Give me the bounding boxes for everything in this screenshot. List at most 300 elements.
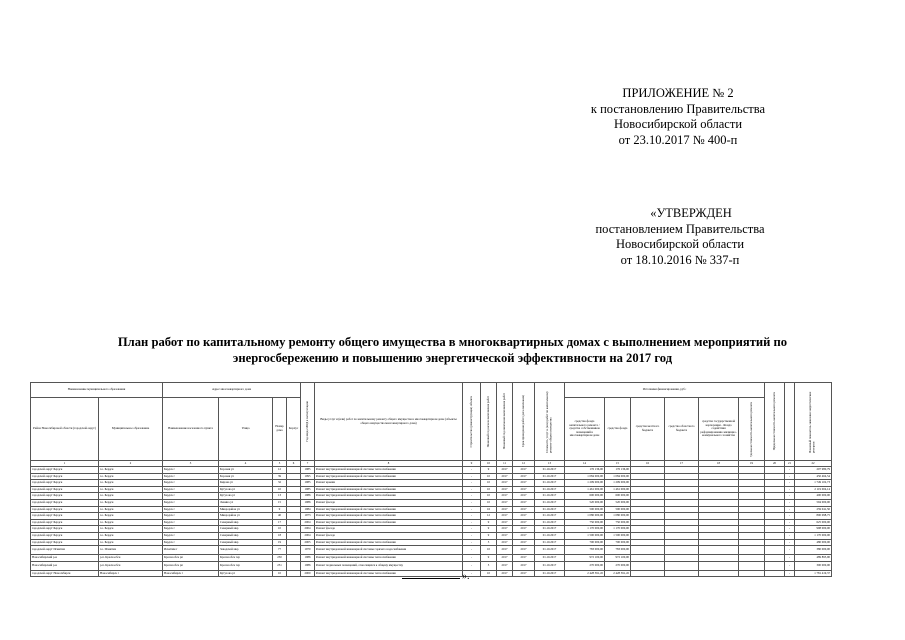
approved-block [585, 206, 775, 268]
table-cell: городской округ Бердск [31, 526, 99, 533]
table-cell: городской округ Искитим [31, 546, 99, 555]
column-number: 4 [219, 461, 273, 467]
column-number: 17 [665, 461, 699, 467]
column-number: 3 [163, 461, 219, 467]
approved-title: «УТВЕРЖДЕН [650, 206, 732, 220]
table-cell: городской округ Бердск [31, 473, 99, 480]
table-cell: Краснообск рп [163, 561, 219, 570]
table-cell: 01.10.2017 [535, 467, 565, 474]
column-number: 7 [301, 461, 315, 467]
table-cell: 259 041,50 [795, 506, 832, 513]
table-cell: Бердск г [163, 499, 219, 506]
header-col9: Строительство (реконструкция) объекта [463, 383, 481, 461]
table-row [31, 546, 832, 555]
table-cell [765, 506, 785, 513]
table-cell: 10 [481, 473, 497, 480]
approved-line-3: Новосибирской области [615, 237, 745, 251]
table-cell: - [785, 570, 795, 577]
appendix-line-4: от 23.10.2017 № 400-п [618, 132, 738, 147]
header-year: Год ввода МКД в эксплуатацию [301, 383, 315, 461]
table-cell: 600 000,00 [565, 493, 605, 500]
table-cell [665, 526, 699, 533]
table-row [31, 473, 832, 480]
table-cell: г.о. Бердск [99, 519, 163, 526]
table-cell: - [785, 499, 795, 506]
table-cell: 13 [273, 493, 287, 500]
table-cell: г.о. Бердск [99, 467, 163, 474]
table-cell: Бердск г [163, 473, 219, 480]
table-cell [287, 561, 301, 570]
plan-table-container [30, 382, 831, 577]
table-cell: Ремонт внутридомовой инженерной системы теплоснабжения [315, 467, 463, 474]
table-cell: 1 170 000,00 [795, 532, 832, 539]
table-cell [631, 526, 665, 533]
table-cell: 176 136,00 [605, 467, 631, 474]
table-cell: 270 000,00 [605, 561, 631, 570]
table-cell: 2004 [301, 526, 315, 533]
table-cell: Ремонт внутридомовой инженерной системы теплоснабжения [315, 555, 463, 562]
table-cell: 300 000,00 [795, 561, 832, 570]
table-cell: 750 000,00 [565, 519, 605, 526]
table-cell: Ленина ул [219, 499, 273, 506]
table-row [31, 506, 832, 513]
table-cell: 01.10.2017 [535, 486, 565, 493]
table-cell [287, 539, 301, 546]
table-cell [699, 546, 739, 555]
table-cell: - [785, 467, 795, 474]
table-cell: 489 895,90 [795, 555, 832, 562]
table-cell [287, 480, 301, 487]
column-number: 14 [565, 461, 605, 467]
table-cell [739, 506, 765, 513]
table-cell [739, 493, 765, 500]
table-cell [631, 486, 665, 493]
table-cell [739, 480, 765, 487]
table-cell [287, 532, 301, 539]
table-cell: 1973 [301, 513, 315, 520]
table-cell [631, 513, 665, 520]
table-cell: Северный мкр [219, 539, 273, 546]
table-cell: Новосибирский р-н [31, 561, 99, 570]
header-col19: Удельная стоимость капитального ремонта [739, 398, 765, 461]
table-cell: 972 100,00 [565, 555, 605, 562]
table-cell: 2000 [301, 570, 315, 577]
table-cell: 1 500 000,00 [605, 532, 631, 539]
table-cell: 2017 [513, 532, 535, 539]
table-cell: - [463, 519, 481, 526]
header-col17: средства областного бюджета [665, 398, 699, 461]
table-cell [739, 570, 765, 577]
table-cell: 783 000,00 [565, 546, 605, 555]
table-cell: 2017 [497, 546, 513, 555]
table-cell [287, 513, 301, 520]
table-cell: городской округ Бердск [31, 519, 99, 526]
table-cell: Бердск г [163, 519, 219, 526]
table-cell [765, 467, 785, 474]
table-cell [631, 546, 665, 555]
header-col11: Плановый год окончания выполнения работ [497, 383, 513, 461]
table-cell: Ремонт подвальных помещений, относящихся к общему имуществу [315, 561, 463, 570]
table-cell: г.о. Бердск [99, 513, 163, 520]
table-cell: 1 084 000,00 [605, 473, 631, 480]
table-cell [631, 539, 665, 546]
table-cell: 40 [273, 513, 287, 520]
table-cell: Северный мкр [219, 526, 273, 533]
table-cell: 2017 [513, 467, 535, 474]
table-cell [631, 499, 665, 506]
table-cell: р.п. Краснообск [99, 561, 163, 570]
table-cell [287, 519, 301, 526]
plan-table [30, 382, 832, 577]
table-cell [665, 539, 699, 546]
table-cell: 10 [273, 526, 287, 533]
table-cell: 2017 [513, 526, 535, 533]
header-col14: средства фонда капитального ремонта / средства собственников помещений в многоквартирном доме [565, 398, 605, 461]
table-cell [665, 519, 699, 526]
table-cell: 2017 [513, 561, 535, 570]
table-cell: - [785, 506, 795, 513]
header-col22: Плановый показатель экономии энергетических ресурсов [795, 383, 832, 461]
column-number: 15 [605, 461, 631, 467]
table-cell: 12 [273, 467, 287, 474]
table-cell: г.о. Бердск [99, 539, 163, 546]
table-cell: 9 [481, 555, 497, 562]
table-cell: Краснообск тер [219, 555, 273, 562]
table-cell: Ремонт внутридомовой инженерной системы теплоснабжения [315, 506, 463, 513]
table-cell: 2004 [301, 519, 315, 526]
table-cell [699, 467, 739, 474]
table-cell [765, 532, 785, 539]
table-cell [739, 555, 765, 562]
table-cell: 1 500 000,00 [565, 532, 605, 539]
table-cell: городской округ Бердск [31, 506, 99, 513]
header-col12: Срок проведения работ (дата окончания) [513, 383, 535, 461]
table-cell: 520 000,00 [565, 499, 605, 506]
table-cell: - [463, 546, 481, 555]
table-cell: - [463, 480, 481, 487]
header-address: Адрес многоквартирного дома [163, 383, 301, 398]
table-cell [739, 467, 765, 474]
table-cell: 17 [273, 519, 287, 526]
column-number: 20 [765, 461, 785, 467]
table-cell: Краснообск тер [219, 561, 273, 570]
table-cell: 01.10.2017 [535, 499, 565, 506]
table-cell [631, 532, 665, 539]
footer-closing-mark: ». [462, 571, 470, 582]
table-cell [765, 519, 785, 526]
table-cell: городской округ Бердск [31, 513, 99, 520]
table-cell [699, 555, 739, 562]
column-number: 12 [513, 461, 535, 467]
table-cell: 10 [481, 546, 497, 555]
table-cell: Микрорайон ул [219, 513, 273, 520]
table-cell: 450 464,54 [795, 473, 832, 480]
table-row [31, 570, 832, 577]
table-cell [631, 570, 665, 577]
table-cell [765, 539, 785, 546]
table-cell: Ремонт внутридомовой инженерной системы теплоснабжения [315, 519, 463, 526]
table-cell [287, 467, 301, 474]
table-cell: 2017 [497, 486, 513, 493]
table-cell: 19 [273, 539, 287, 546]
table-cell: 01.10.2017 [535, 480, 565, 487]
table-cell: 1970 [301, 546, 315, 555]
table-cell: Ремонт внутридомовой инженерной системы горячего водоснабжения [315, 546, 463, 555]
header-district: Район Новосибирской области (городской округ) [31, 398, 99, 461]
table-cell: г.о. Бердск [99, 473, 163, 480]
appendix-line-2: к постановлению Правительства [590, 101, 766, 116]
table-cell [765, 561, 785, 570]
table-cell: городской округ Бердск [31, 486, 99, 493]
header-building: Корпус [287, 398, 301, 461]
table-cell: 2017 [513, 499, 535, 506]
table-cell [739, 532, 765, 539]
header-col13: Стоимость услуг и (или) работ по капитальному ремонту общего имущества [535, 383, 565, 461]
table-cell: 2017 [497, 570, 513, 577]
header-col10: Плановый год начала выполнения работ [481, 383, 497, 461]
footer-signature-line [402, 578, 460, 579]
table-cell: - [463, 526, 481, 533]
table-cell: 1 209 000,00 [565, 480, 605, 487]
table-cell: 2017 [497, 526, 513, 533]
table-cell [287, 526, 301, 533]
table-cell [665, 546, 699, 555]
table-cell: - [463, 486, 481, 493]
table-cell [631, 519, 665, 526]
table-row [31, 539, 832, 546]
table-cell: 783 000,00 [605, 546, 631, 555]
table-cell [739, 513, 765, 520]
table-cell [287, 486, 301, 493]
table-cell: - [463, 539, 481, 546]
table-cell: 2017 [497, 473, 513, 480]
table-cell: 2017 [513, 519, 535, 526]
plan-title [40, 334, 865, 366]
table-cell: Бердск г [163, 480, 219, 487]
table-cell [765, 473, 785, 480]
table-cell: Кутузова ул [219, 570, 273, 577]
table-cell: 01.10.2017 [535, 532, 565, 539]
table-cell [739, 546, 765, 555]
table-cell [287, 546, 301, 555]
table-cell: 270 000,00 [565, 561, 605, 570]
table-cell: 2017 [513, 506, 535, 513]
table-cell [631, 506, 665, 513]
table-cell: 700 000,00 [605, 539, 631, 546]
column-number: 16 [631, 461, 665, 467]
table-cell: г.о. Бердск [99, 499, 163, 506]
table-cell [699, 480, 739, 487]
table-cell: Заводской мкр [219, 546, 273, 555]
column-number: 21 [785, 461, 795, 467]
table-cell: 1 170 000,00 [605, 526, 631, 533]
table-cell: 2017 [513, 493, 535, 500]
table-cell: 750 000,00 [605, 519, 631, 526]
table-cell: 2017 [497, 539, 513, 546]
table-cell [699, 513, 739, 520]
table-cell [631, 493, 665, 500]
table-cell: 2017 [513, 570, 535, 577]
table-cell [631, 473, 665, 480]
table-cell: 01.10.2017 [535, 555, 565, 562]
table-cell: 998 000,00 [795, 526, 832, 533]
table-cell: Ремонт внутридомовой инженерной системы теплоснабжения [315, 473, 463, 480]
table-cell: 2017 [497, 493, 513, 500]
table-cell: - [785, 486, 795, 493]
table-cell: 16 [481, 506, 497, 513]
table-cell: 251 [273, 561, 287, 570]
table-row [31, 480, 832, 487]
table-cell: 1985 [301, 480, 315, 487]
table-cell: 1 781 419,37 [795, 570, 832, 577]
table-cell: 2017 [513, 473, 535, 480]
table-cell [665, 506, 699, 513]
table-cell: 207 980,79 [795, 467, 832, 474]
column-number: 13 [535, 461, 565, 467]
table-cell: 1 170 000,00 [565, 526, 605, 533]
table-cell: Бердск г [163, 486, 219, 493]
table-cell: 01.10.2017 [535, 513, 565, 520]
header-house: Номер дома [273, 398, 287, 461]
table-cell [665, 480, 699, 487]
table-cell: 10 [273, 570, 287, 577]
table-cell [665, 493, 699, 500]
table-cell: - [463, 532, 481, 539]
column-number: 8 [315, 461, 463, 467]
table-cell [739, 539, 765, 546]
table-cell: 1 461 000,00 [565, 486, 605, 493]
approved-line-4: от 18.10.2016 № 337-п [620, 252, 740, 267]
table-row [31, 561, 832, 570]
table-cell [699, 561, 739, 570]
table-cell: 972 100,00 [605, 555, 631, 562]
table-cell: 01.10.2017 [535, 539, 565, 546]
table-cell: 2017 [513, 513, 535, 520]
table-cell [699, 570, 739, 577]
table-cell [699, 493, 739, 500]
table-cell: 800 098,75 [795, 513, 832, 520]
table-cell: г.о. Бердск [99, 493, 163, 500]
table-cell: 2017 [497, 513, 513, 520]
table-cell: 5 [481, 539, 497, 546]
table-cell [739, 486, 765, 493]
table-cell [699, 506, 739, 513]
table-cell: - [785, 555, 795, 562]
table-cell: Боровая ул [219, 467, 273, 474]
table-cell: городской округ Бердск [31, 539, 99, 546]
header-sources: Источники финансирования, руб.: [565, 383, 765, 398]
table-cell: 9 [481, 532, 497, 539]
table-cell [739, 473, 765, 480]
appendix-block [558, 86, 798, 148]
table-cell: 2017 [513, 486, 535, 493]
table-row [31, 519, 832, 526]
table-cell [665, 486, 699, 493]
table-cell: 2017 [513, 539, 535, 546]
table-cell: 1 084 000,00 [565, 473, 605, 480]
column-number: 18 [699, 461, 739, 467]
header-col18: средства государственной корпорации - Фонда содействия реформированию жилищно-коммунального хозяйства [699, 398, 739, 461]
table-cell: Северный мкр [219, 519, 273, 526]
table-cell [739, 526, 765, 533]
table-cell: Бердск г [163, 506, 219, 513]
table-cell: 5 [481, 561, 497, 570]
table-cell: - [785, 532, 795, 539]
table-cell: р.п. Краснообск [99, 555, 163, 562]
table-cell [765, 480, 785, 487]
table-cell: Бердск г [163, 539, 219, 546]
table-cell: Ремонт внутридомовой инженерной системы теплоснабжения [315, 486, 463, 493]
table-cell: 594 000,00 [795, 499, 832, 506]
table-cell [287, 506, 301, 513]
table-cell: Бердск г [163, 513, 219, 520]
table-cell: 2017 [513, 546, 535, 555]
table-row [31, 555, 832, 562]
table-cell: Бердск г [163, 493, 219, 500]
table-cell [765, 570, 785, 577]
table-cell: - [785, 493, 795, 500]
table-cell: 2017 [513, 480, 535, 487]
table-cell: 1986 [301, 555, 315, 562]
table-cell: 1 080 000,00 [605, 513, 631, 520]
table-cell: - [785, 546, 795, 555]
table-cell: 1 461 000,00 [605, 486, 631, 493]
header-street: Улица [219, 398, 273, 461]
table-cell [287, 473, 301, 480]
table-cell: 600 000,00 [605, 493, 631, 500]
table-cell: 520 000,00 [605, 499, 631, 506]
table-cell: Ремонт фасада [315, 532, 463, 539]
table-cell: 9 [273, 506, 287, 513]
table-cell [765, 555, 785, 562]
table-cell: 39 [273, 473, 287, 480]
header-municipal: Наименование муниципального образования [31, 383, 163, 398]
table-cell: Бердск г [163, 532, 219, 539]
table-cell: г.о. Бердск [99, 526, 163, 533]
table-cell: 2005 [301, 539, 315, 546]
table-cell [699, 539, 739, 546]
table-cell: - [463, 473, 481, 480]
table-cell [699, 526, 739, 533]
table-cell: - [463, 570, 481, 577]
table-cell [765, 513, 785, 520]
table-cell: - [785, 480, 795, 487]
table-cell: 1 209 000,00 [605, 480, 631, 487]
table-row [31, 486, 832, 493]
table-cell: 9 [481, 526, 497, 533]
table-cell: 700 000,00 [565, 539, 605, 546]
table-row [31, 499, 832, 506]
table-cell: 01.10.2017 [535, 546, 565, 555]
table-cell: 32 [273, 480, 287, 487]
table-cell: Искитим г [163, 546, 219, 555]
table-cell: 9 [481, 519, 497, 526]
table-cell: 01.10.2017 [535, 519, 565, 526]
table-cell: Кирова ул [219, 480, 273, 487]
table-cell: 2017 [497, 499, 513, 506]
table-cell: 01.10.2017 [535, 561, 565, 570]
table-cell: 2017 [497, 532, 513, 539]
table-cell [665, 499, 699, 506]
table-cell [765, 526, 785, 533]
table-cell: 2017 [497, 519, 513, 526]
table-cell: 10 [481, 570, 497, 577]
table-cell: - [463, 506, 481, 513]
table-cell: 2017 [497, 480, 513, 487]
table-cell: - [463, 555, 481, 562]
column-number: 10 [481, 461, 497, 467]
column-number: 1 [31, 461, 99, 467]
